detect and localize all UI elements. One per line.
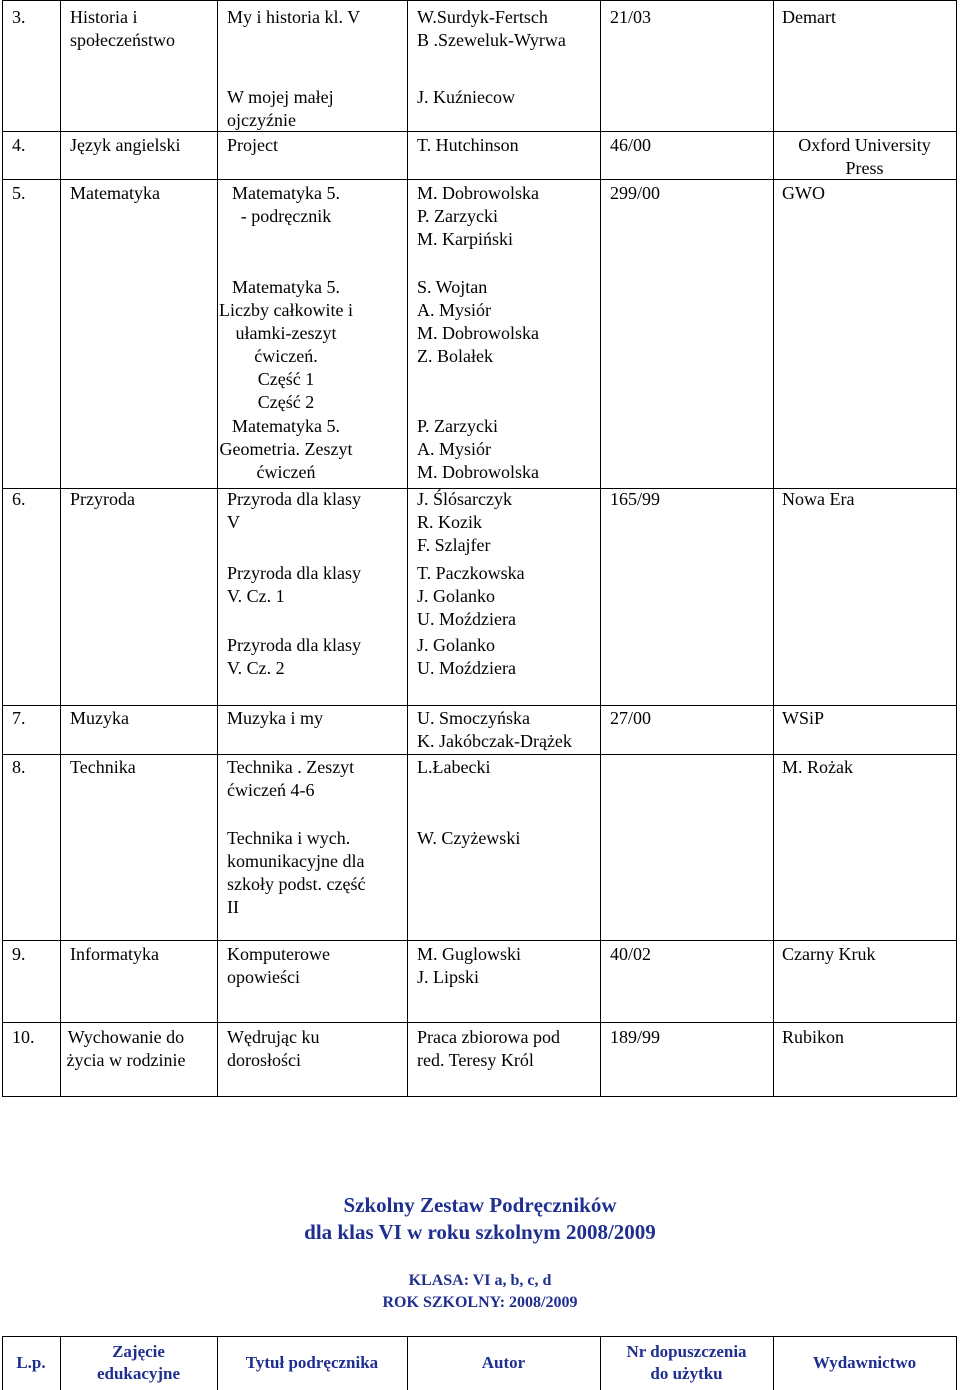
row-number: 4.: [12, 135, 26, 155]
row-number: 6.: [12, 489, 26, 509]
header-wydawnictwo: Wydawnictwo: [812, 1353, 917, 1372]
subject-cell: Przyroda: [70, 489, 135, 509]
page-title: Szkolny Zestaw Podręczników dla klas VI w roku szkolnym 2008/2009: [304, 1193, 656, 1244]
approval-number: 46/00: [610, 135, 652, 155]
title-cell: My i historia kl. V: [227, 7, 361, 27]
author-cell: W.Surdyk-Fertsch B .Szeweluk-Wyrwa: [417, 7, 566, 50]
author-cell: J. Golanko U. Moździera: [417, 635, 516, 678]
author-cell: T. Paczkowska J. Golanko U. Moździera: [417, 563, 525, 629]
publisher-cell: Oxford University Press: [798, 135, 931, 178]
title-cell: Komputerowe opowieści: [227, 944, 330, 987]
subject-cell: Język angielski: [70, 135, 181, 155]
title-cell: Matematyka 5. Liczby całkowite i ułamki-zeszyt ćwiczeń. Część 1 Część 2: [219, 277, 353, 412]
publisher-cell: WSiP: [782, 708, 825, 728]
publisher-cell: Rubikon: [782, 1027, 845, 1047]
publisher-cell: Demart: [782, 7, 836, 27]
approval-number: 27/00: [610, 708, 652, 728]
author-cell: U. Smoczyńska K. Jakóbczak-Drążek: [417, 708, 572, 751]
publisher-cell: GWO: [782, 183, 825, 203]
author-cell: Praca zbiorowa pod red. Teresy Król: [417, 1027, 560, 1070]
approval-number: 189/99: [610, 1027, 661, 1047]
title-cell: Project: [227, 135, 278, 155]
header-nr-dopuszczenia: Nr dopuszczenia do użytku: [626, 1342, 747, 1383]
header-autor: Autor: [481, 1353, 526, 1372]
title-cell: Technika i wych. komunikacyjne dla szkoły podst. część II: [227, 828, 366, 917]
author-cell: L.Łabecki: [417, 757, 491, 777]
row-number: 9.: [12, 944, 26, 964]
author-cell: S. Wojtan A. Mysiór M. Dobrowolska Z. Bolałek: [417, 277, 539, 366]
author-cell: M. Guglowski J. Lipski: [417, 944, 522, 987]
school-year-label: ROK SZKOLNY: 2008/2009: [382, 1294, 578, 1311]
author-cell: T. Hutchinson: [417, 135, 519, 155]
publisher-cell: M. Rożak: [782, 757, 853, 777]
approval-number: 40/02: [610, 944, 652, 964]
subject-cell: Muzyka: [70, 708, 129, 728]
header-tytul: Tytuł podręcznika: [245, 1353, 379, 1372]
row-number: 7.: [12, 708, 26, 728]
approval-number: 165/99: [610, 489, 661, 509]
header-zajecie: Zajęcie edukacyjne: [96, 1342, 181, 1383]
title-cell: Przyroda dla klasy V. Cz. 2: [227, 635, 361, 678]
title-cell: Przyroda dla klasy V. Cz. 1: [227, 563, 361, 606]
row-number: 10.: [12, 1027, 35, 1047]
class-label: KLASA: VI a, b, c, d: [408, 1272, 552, 1289]
title-cell: Wędrując ku dorosłości: [227, 1027, 320, 1070]
author-cell: W. Czyżewski: [417, 828, 521, 848]
author-cell: P. Zarzycki A. Mysiór M. Dobrowolska: [417, 416, 539, 482]
title-cell: Matematyka 5. Geometria. Zeszyt ćwiczeń: [219, 416, 353, 482]
author-cell: J. Kuźniecow: [417, 87, 515, 107]
row-number: 8.: [12, 757, 26, 777]
publisher-cell: Nowa Era: [782, 489, 855, 509]
subject-cell: Historia i społeczeństwo: [70, 7, 175, 50]
approval-number: 21/03: [610, 7, 652, 27]
title-cell: Matematyka 5. - podręcznik: [232, 183, 340, 226]
author-cell: M. Dobrowolska P. Zarzycki M. Karpiński: [417, 183, 539, 249]
approval-number: 299/00: [610, 183, 661, 203]
row-number: 5.: [12, 183, 26, 203]
title-cell: W mojej małej ojczyźnie: [227, 87, 334, 130]
subject-cell: Matematyka: [70, 183, 160, 203]
author-cell: J. Ślósarczyk R. Kozik F. Szlajfer: [417, 489, 512, 555]
subject-cell: Wychowanie do życia w rodzinie: [66, 1027, 186, 1070]
header-lp: L.p.: [16, 1353, 46, 1372]
subject-cell: Informatyka: [70, 944, 159, 964]
title-cell: Przyroda dla klasy V: [227, 489, 361, 532]
title-cell: Muzyka i my: [227, 708, 323, 728]
publisher-cell: Czarny Kruk: [782, 944, 876, 964]
subject-cell: Technika: [70, 757, 136, 777]
row-number: 3.: [12, 7, 26, 27]
title-cell: Technika . Zeszyt ćwiczeń 4-6: [227, 757, 355, 800]
